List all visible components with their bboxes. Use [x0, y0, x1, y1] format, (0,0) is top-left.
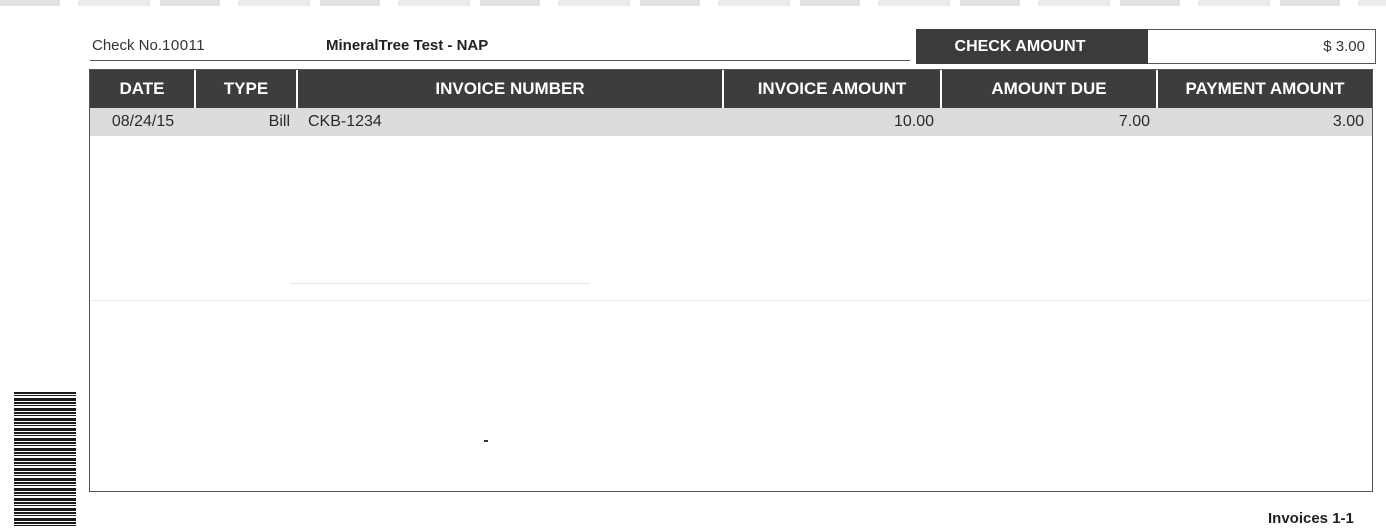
page-range-label: Invoices 1-1: [1268, 510, 1354, 527]
column-header-amount-due: AMOUNT DUE: [942, 70, 1158, 108]
column-header-invoice-number: INVOICE NUMBER: [298, 70, 724, 108]
scan-speck: [484, 440, 488, 442]
column-header-date: DATE: [90, 70, 196, 108]
cell-invoice-amount: 10.00: [893, 113, 934, 130]
scan-artifact: [90, 300, 1372, 301]
check-amount-value: $ 3.00: [1148, 29, 1376, 64]
check-number: [92, 37, 205, 54]
cell-amount-due: 7.00: [1118, 113, 1150, 130]
barcode: [14, 392, 76, 528]
check-number-label: Check No.: [92, 37, 163, 54]
column-header-type: TYPE: [196, 70, 298, 108]
top-edge: [0, 0, 1386, 6]
check-amount-label: CHECK AMOUNT: [916, 29, 1148, 64]
cell-type: Bill: [268, 113, 290, 130]
column-header-invoice-amount: INVOICE AMOUNT: [724, 70, 942, 108]
cell-date: 08/24/15: [111, 113, 175, 130]
table-row: [90, 108, 1372, 136]
scan-artifact: [290, 283, 590, 284]
column-header-payment-amount: PAYMENT AMOUNT: [1185, 79, 1345, 98]
header-divider: [90, 60, 910, 61]
invoice-table: [89, 69, 1373, 492]
cell-payment-amount: 3.00: [1332, 113, 1364, 130]
check-number-value: 10011: [162, 37, 206, 54]
payee-name: MineralTree Test - NAP: [326, 37, 489, 54]
table-header: [90, 70, 1372, 108]
cell-invoice-number: CKB-1234: [308, 113, 382, 130]
